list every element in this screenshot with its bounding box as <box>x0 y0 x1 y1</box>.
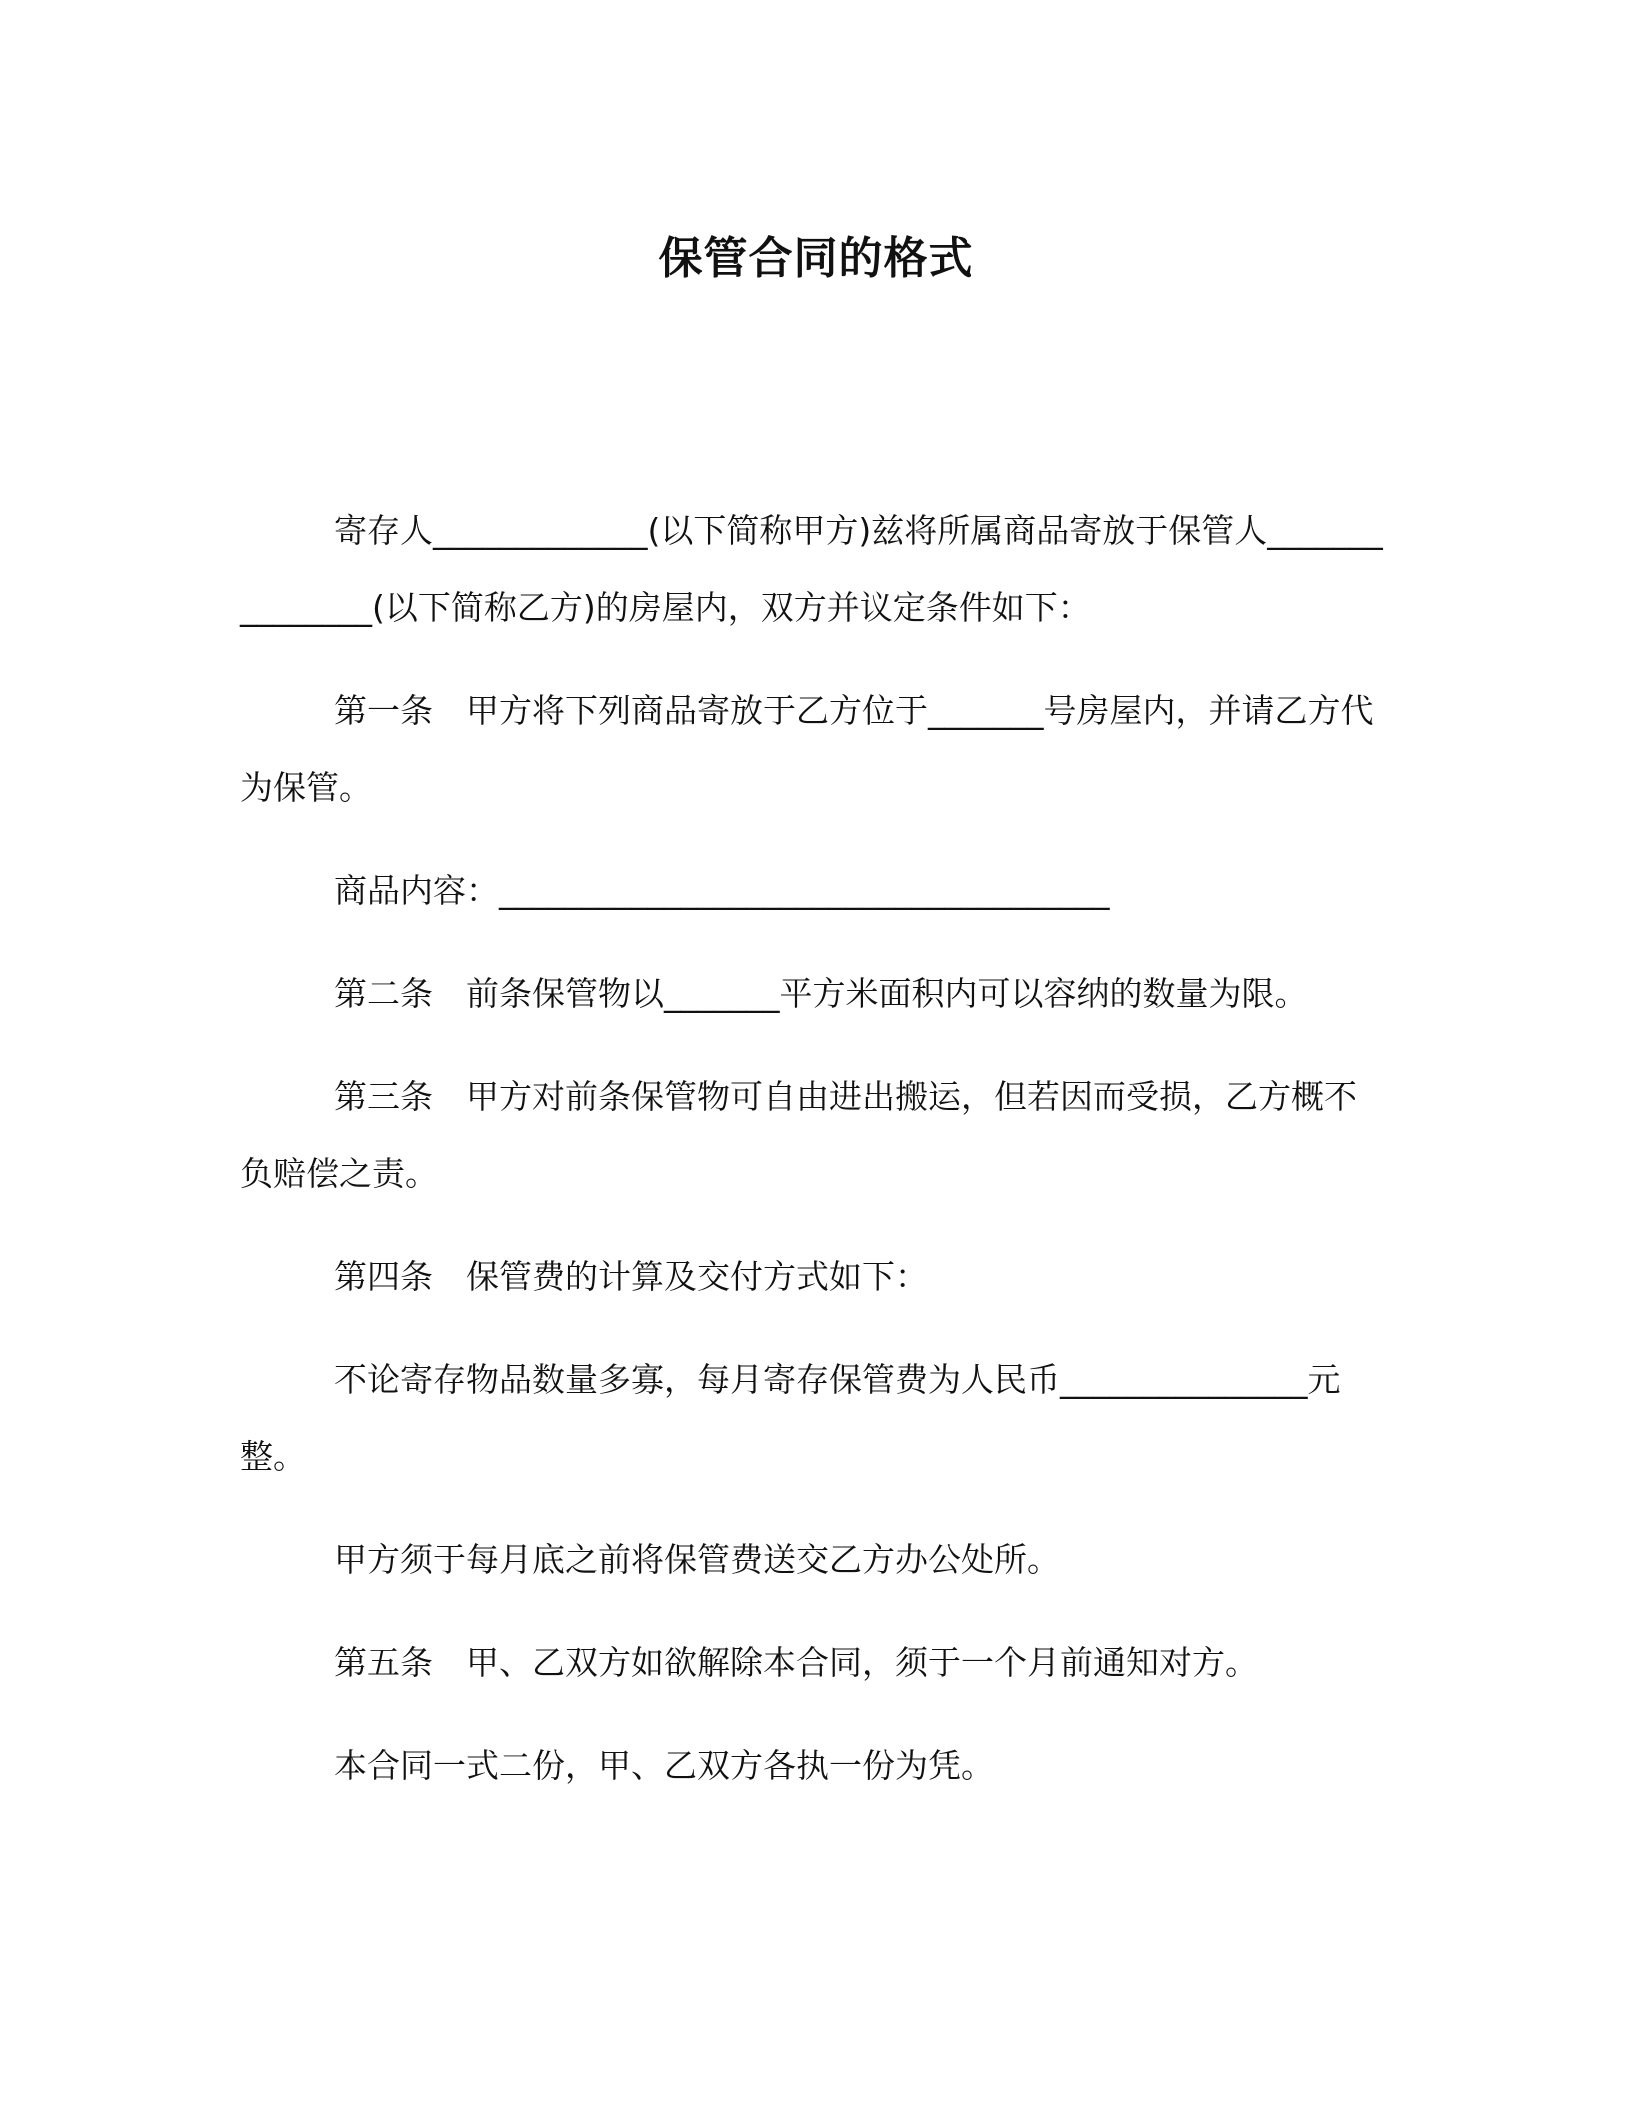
paragraph-fee-amount: 不论寄存物品数量多寡，每月寄存保管费为人民币_______________元整。 <box>240 1360 1341 1476</box>
paragraph-article-5: 第五条 甲、乙双方如欲解除本合同，须于一个月前通知对方。 <box>334 1643 1258 1682</box>
paragraph-article-3: 第三条 甲方对前条保管物可自由进出搬运，但若因而受损，乙方概不负赔偿之责。 <box>240 1077 1357 1193</box>
paragraph-article-1: 第一条 甲方将下列商品寄放于乙方位于_______号房屋内，并请乙方代为保管。 <box>240 691 1374 807</box>
document-title: 保管合同的格式 <box>658 233 974 284</box>
paragraph-article-4: 第四条 保管费的计算及交付方式如下： <box>334 1257 928 1296</box>
paragraph-copies: 本合同一式二份，甲、乙双方各执一份为凭。 <box>334 1746 994 1785</box>
paragraph-article-2: 第二条 前条保管物以_______平方米面积内可以容纳的数量为限。 <box>334 974 1308 1013</box>
paragraph-fee-payment: 甲方须于每月底之前将保管费送交乙方办公处所。 <box>334 1540 1060 1579</box>
document-body <box>240 492 1385 1830</box>
paragraph-goods-content: 商品内容：_____________________________________ <box>334 871 1110 910</box>
paragraph-intro: 寄存人_____________(以下简称甲方)兹将所属商品寄放于保管人_______________(以下简称乙方)的房屋内，双方并议定条件如下： <box>240 511 1383 627</box>
